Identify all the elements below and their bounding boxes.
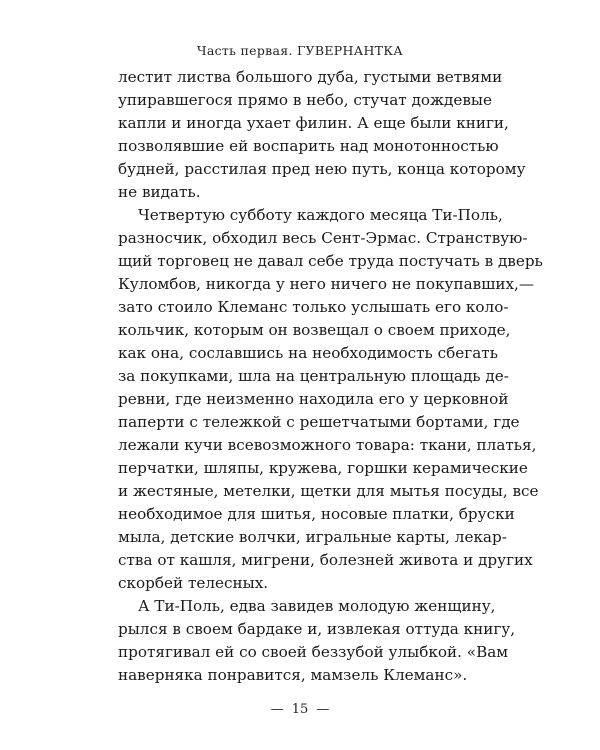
text-line: перчатки, шляпы, кружева, горшки керамические: [118, 459, 528, 477]
text-line: лежали кучи всевозможного товара: ткани, платья,: [118, 436, 537, 454]
text-line: щий торговец не давал себе труда постучать в дверь: [118, 252, 543, 270]
text-line: скорбей телесных.: [118, 574, 269, 592]
text-line: не видать.: [118, 183, 201, 201]
paragraph: [118, 204, 543, 595]
body-text: [118, 66, 543, 687]
text-line: ревни, где неизменно находила его у церковной: [118, 390, 509, 408]
folio-dash-right: —: [316, 702, 330, 717]
page-number: [0, 702, 600, 717]
text-line: протягивал ей со своей беззубой улыбкой. «Вам: [118, 643, 509, 661]
text-line: ства от кашля, мигрени, болезней живота и других: [118, 551, 533, 569]
text-line: будней, расстилая пред нею путь, конца которому: [118, 160, 526, 178]
running-head: Часть первая. ГУВЕРНАНТКА: [196, 43, 404, 58]
text-line: Куломбов, никогда у него ничего не покупавших,—: [118, 275, 535, 293]
text-line: наверняка понравится, мамзель Клеманс».: [118, 666, 468, 684]
text-line: А Ти-Поль, едва завидев молодую женщину,: [138, 597, 496, 615]
text-line: кольчик, которым он возвещал о своем приходе,: [118, 321, 511, 339]
text-line: необходимое для шитья, носовые платки, бруски: [118, 505, 515, 523]
page-number-value: 15: [291, 702, 309, 717]
text-line: за покупками, шла на центральную площадь де-: [118, 367, 509, 385]
text-line: капли и иногда ухает филин. А еще были книги,: [118, 114, 509, 132]
text-line: упиравшегося прямо в небо, стучат дождевые: [118, 91, 492, 109]
text-line: рылся в своем бардаке и, извлекая оттуда книгу,: [118, 620, 516, 638]
text-line: как она, сославшись на необходимость сбегать: [118, 344, 498, 362]
paragraph: [118, 66, 526, 204]
text-line: Четвертую субботу каждого месяца Ти-Поль,: [138, 206, 503, 224]
text-line: паперти с тележкой с решетчатыми бортами, где: [118, 413, 520, 431]
text-line: лестит листва большого дуба, густыми ветвями: [118, 68, 503, 86]
text-line: и жестяные, метелки, щетки для мытья посуды, все: [118, 482, 539, 500]
text-line: зато стоило Клеманс только услышать его коло-: [118, 298, 509, 316]
text-line: разносчик, обходил весь Сент-Эрмас. Странствую-: [118, 229, 528, 247]
paragraph: [118, 595, 516, 687]
text-line: позволявшие ей воспарить над монотонностью: [118, 137, 499, 155]
folio-dash-left: —: [270, 702, 284, 717]
text-line: мыла, детские волчки, игральные карты, лекар-: [118, 528, 507, 546]
